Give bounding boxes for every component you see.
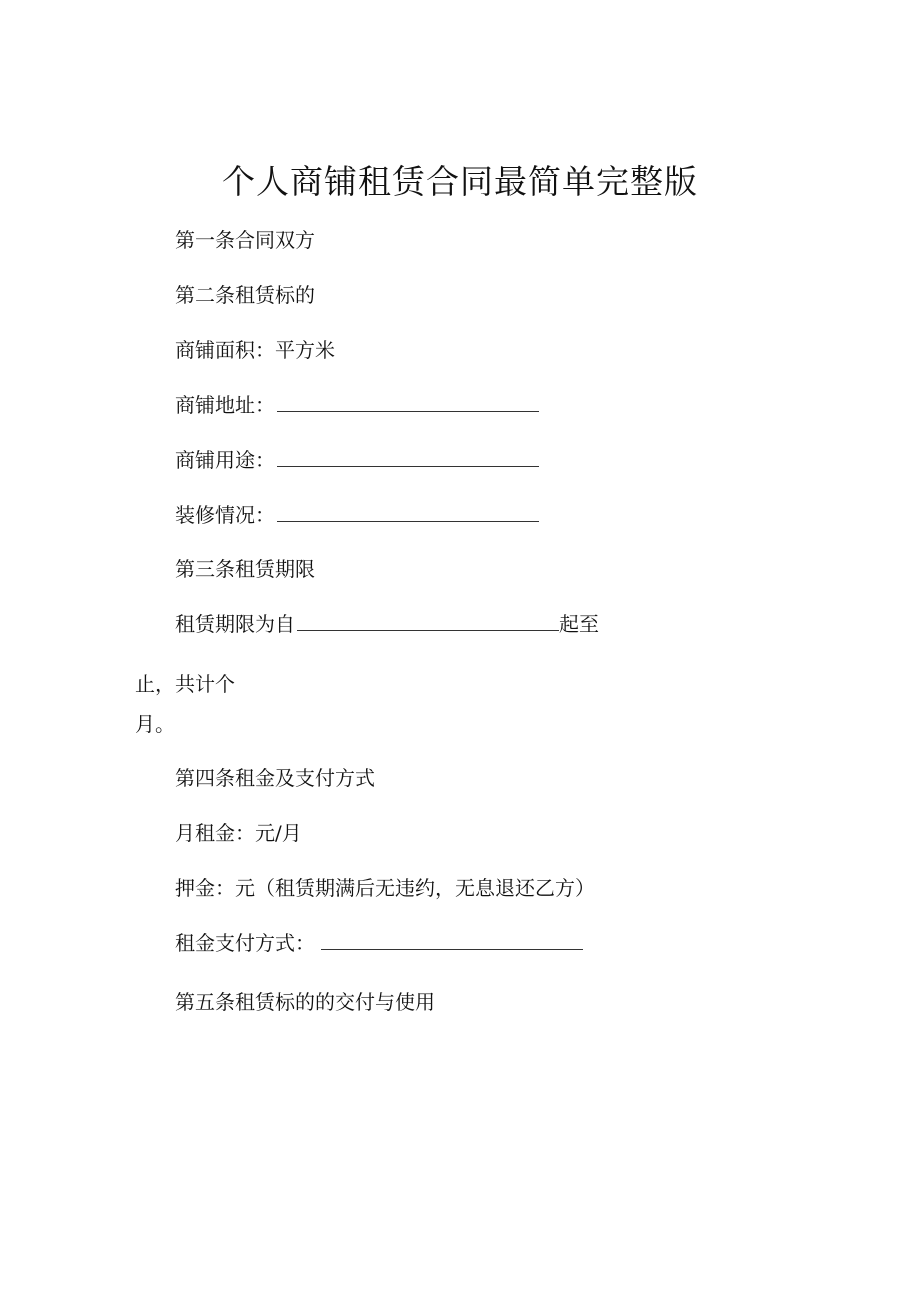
lease-term-continuation-1: 止，共计个 <box>135 672 235 696</box>
payment-method-blank[interactable] <box>321 931 583 950</box>
article-5-heading: 第五条租赁标的的交付与使用 <box>175 990 435 1014</box>
decoration-line <box>175 501 539 529</box>
shop-area-line: 商铺面积：平方米 <box>175 338 335 362</box>
monthly-rent-line: 月租金：元/月 <box>175 821 302 845</box>
payment-method-label: 租金支付方式： <box>175 931 315 955</box>
article-1-heading: 第一条合同双方 <box>175 228 315 252</box>
decoration-label: 装修情况： <box>175 503 275 527</box>
shop-address-blank[interactable] <box>277 393 539 412</box>
lease-term-line <box>175 610 599 638</box>
shop-usage-label: 商铺用途： <box>175 448 275 472</box>
article-3-heading: 第三条租赁期限 <box>175 557 315 581</box>
shop-usage-blank[interactable] <box>277 448 539 467</box>
article-4-heading: 第四条租金及支付方式 <box>175 766 375 790</box>
decoration-blank[interactable] <box>277 503 539 522</box>
shop-address-line <box>175 391 539 419</box>
payment-method-line <box>175 929 583 957</box>
document-title: 个人商铺租赁合同最简单完整版 <box>222 162 698 201</box>
lease-term-prefix: 租赁期限为自 <box>175 612 295 636</box>
lease-start-blank[interactable] <box>297 612 559 631</box>
article-2-heading: 第二条租赁标的 <box>175 283 315 307</box>
lease-term-suffix: 起至 <box>559 612 599 636</box>
shop-address-label: 商铺地址： <box>175 393 275 417</box>
deposit-line: 押金：元（租赁期满后无违约，无息退还乙方） <box>175 876 595 900</box>
lease-term-continuation-2: 月。 <box>135 712 175 736</box>
shop-usage-line <box>175 446 539 474</box>
